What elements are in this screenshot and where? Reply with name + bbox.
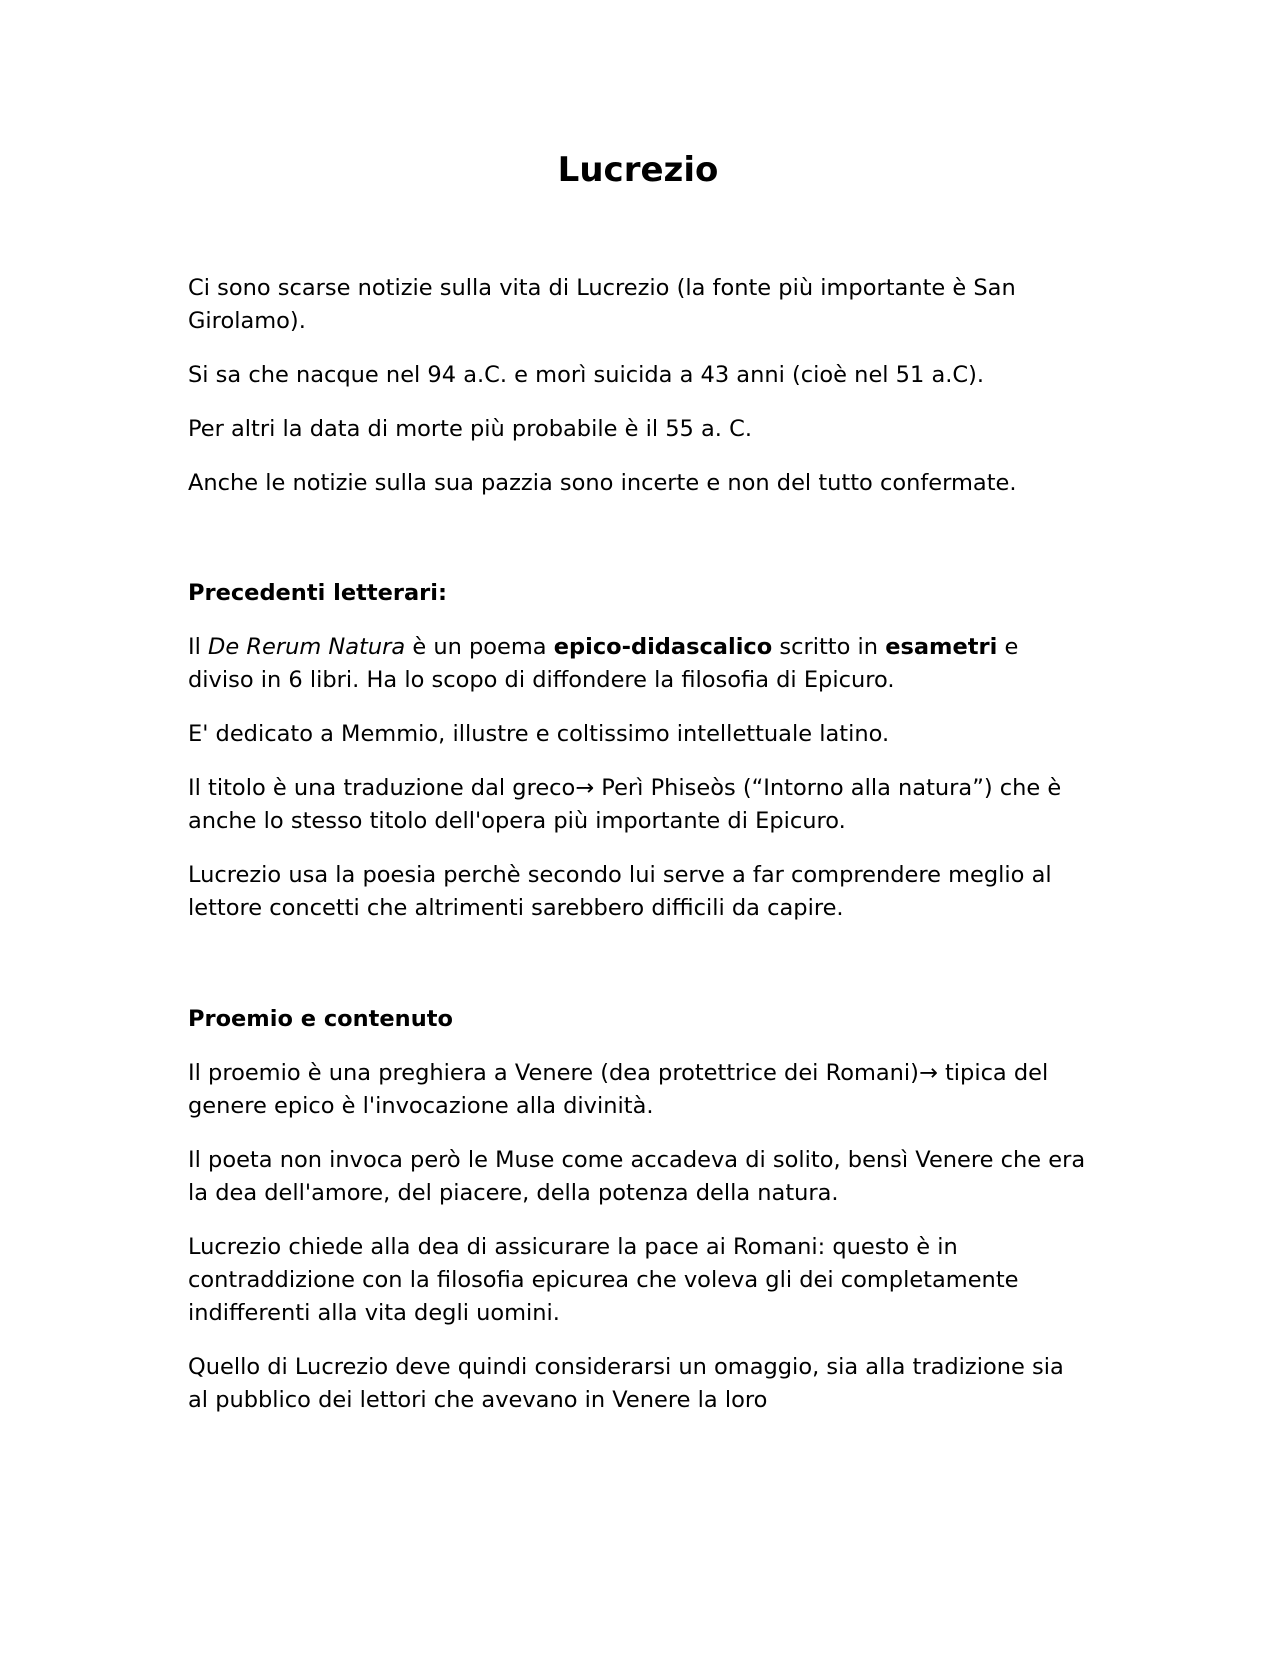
section-heading-precedenti: Precedenti letterari:: [188, 580, 447, 606]
bold-term-genre: epico-didascalico: [553, 634, 773, 660]
bold-term-meter: esametri: [885, 634, 998, 660]
precedenti-paragraph-3: Il titolo è una traduzione dal greco→ Perì Phiseòs (“Intorno alla natura”) che è anche lo stesso titolo dell'opera più importante di Epicuro.: [188, 775, 1062, 834]
proemio-paragraph-1: Il proemio è una preghiera a Venere (dea protettrice dei Romani)→ tipica del genere epico è l'invocazione alla divinità.: [188, 1060, 1049, 1119]
text-run: è un poema: [405, 634, 554, 660]
intro-paragraph-3: Per altri la data di morte più probabile è il 55 a. C.: [188, 416, 752, 442]
section-heading-proemio: Proemio e contenuto: [188, 1006, 453, 1032]
text-run: Il: [188, 634, 209, 660]
precedenti-paragraph-4: Lucrezio usa la poesia perchè secondo lui serve a far comprendere meglio al lettore concetti che altrimenti sarebbero difficili da capire.: [188, 862, 1052, 921]
intro-paragraph-1: Ci sono scarse notizie sulla vita di Lucrezio (la fonte più importante è San Girolamo).: [188, 275, 1016, 334]
proemio-paragraph-3: Lucrezio chiede alla dea di assicurare la pace ai Romani: questo è in contraddizione con la filosofia epicurea che voleva gli dei completamente indifferenti alla vita degli uomini.: [188, 1234, 1019, 1326]
precedenti-paragraph-2: E' dedicato a Memmio, illustre e coltissimo intellettuale latino.: [188, 721, 890, 747]
document-body: [188, 272, 1088, 1438]
section-spacer: [188, 946, 1088, 1003]
work-title-italic: De Rerum Natura: [208, 634, 406, 660]
text-run: scritto in: [772, 634, 886, 660]
section-spacer: [188, 521, 1088, 577]
intro-paragraph-4: Anche le notizie sulla sua pazzia sono incerte e non del tutto confermate.: [188, 470, 1017, 496]
page-title: Lucrezio: [557, 150, 719, 190]
precedenti-paragraph-1: [188, 631, 1088, 697]
intro-paragraph-2: Si sa che nacque nel 94 a.C. e morì suicida a 43 anni (cioè nel 51 a.C).: [188, 362, 985, 388]
proemio-paragraph-2: Il poeta non invoca però le Muse come accadeva di solito, bensì Venere che era la dea dell'amore, del piacere, della potenza della natura.: [188, 1147, 1086, 1206]
text-run: e diviso in 6 libri. Ha lo scopo di diffondere la filosofia di Epicuro.: [188, 634, 1019, 693]
proemio-paragraph-4: Quello di Lucrezio deve quindi considerarsi un omaggio, sia alla tradizione sia al pubblico dei lettori che avevano in Venere la loro: [188, 1354, 1064, 1413]
